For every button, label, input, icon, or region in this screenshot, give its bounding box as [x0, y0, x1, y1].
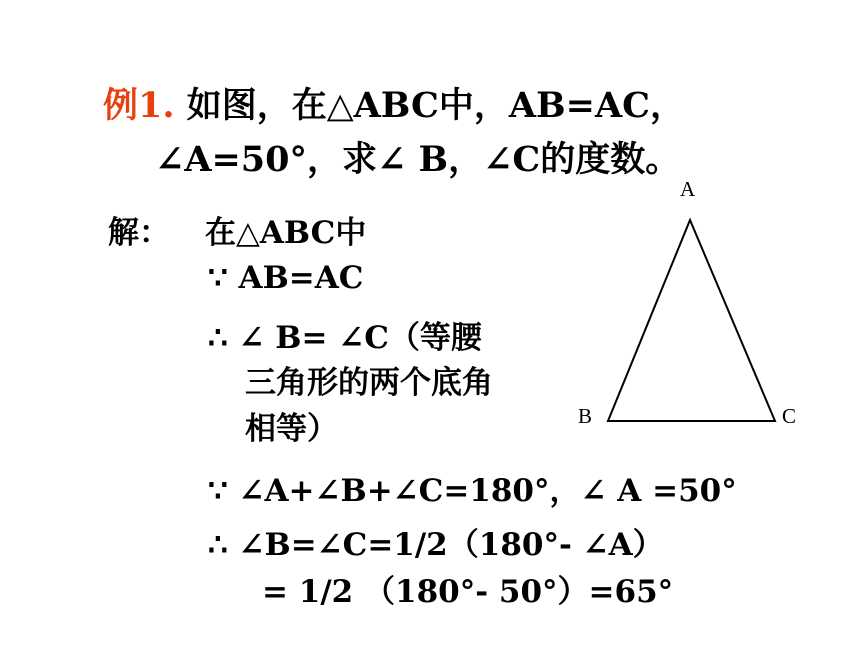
solution-intro: 在△ABC中 — [205, 215, 367, 251]
solution-step-2-line-3: 相等） — [245, 411, 338, 447]
solution-step-3: ∵ ∠A+∠B+∠C=180°，∠ A =50° — [208, 473, 737, 509]
vertex-c-label: C — [782, 404, 797, 428]
problem-line-2: ∠A=50°，求∠ B，∠C的度数。 — [155, 139, 681, 180]
solution-step-1: ∵ AB=AC — [208, 260, 364, 296]
solution-step-2-line-2: 三角形的两个底角 — [245, 365, 493, 401]
solution-step-2-line-1: ∴ ∠ B= ∠C（等腰 — [208, 320, 482, 356]
solution-step-4-line-2: = 1/2 （180°- 50°）=65° — [262, 574, 674, 610]
problem-text-1: 如图，在△ABC中，AB=AC， — [186, 85, 685, 126]
triangle-abc — [608, 220, 775, 421]
vertex-a-label: A — [680, 177, 696, 201]
vertex-b-label: B — [578, 404, 593, 428]
solution-step-4-line-1: ∴ ∠B=∠C=1/2（180°- ∠A） — [208, 527, 664, 563]
solution-intro-label: 解： — [108, 215, 170, 251]
example-label: 例1. — [103, 85, 175, 126]
